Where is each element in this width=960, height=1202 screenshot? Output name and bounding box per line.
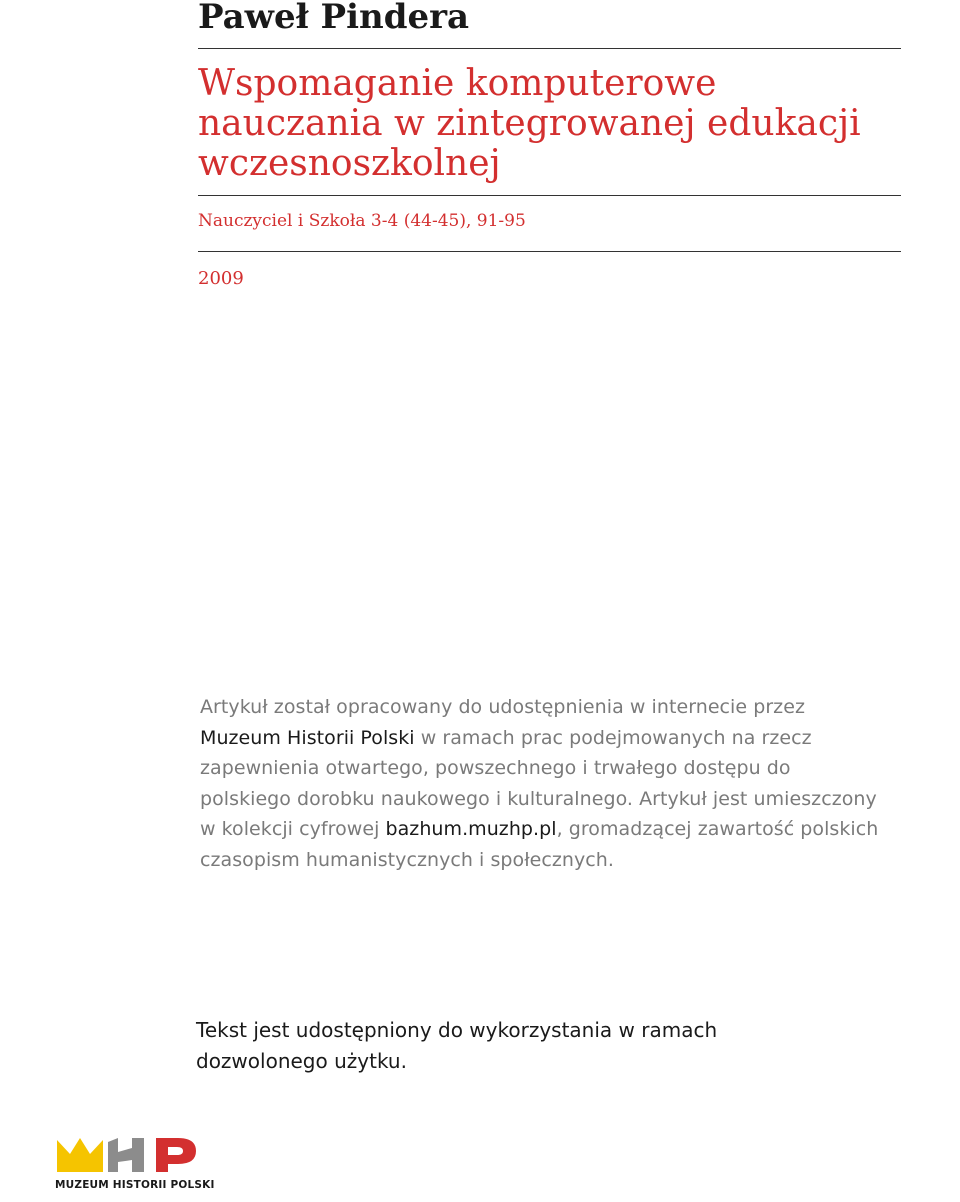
usage-line: Tekst jest udostępniony do wykorzystania w ramach [196, 1018, 718, 1042]
notice-text: , gromadzącej zawartość polskich [556, 818, 879, 840]
logo-m-shape [57, 1138, 103, 1172]
logo-p-shape [156, 1138, 196, 1172]
article-title-line: Wspomaganie komputerowe [198, 63, 717, 104]
museum-name: Muzeum Historii Polski [200, 726, 415, 749]
divider-top [198, 48, 901, 49]
notice-line [200, 723, 900, 754]
divider-middle [198, 195, 901, 196]
journal-citation: Nauczyciel i Szkoła 3-4 (44-45), 91-95 [198, 211, 526, 231]
divider-bottom [198, 251, 901, 252]
usage-line: dozwolonego użytku. [196, 1049, 407, 1073]
article-title-line: nauczania w zintegrowanej edukacji [198, 103, 861, 144]
notice-line: czasopism humanistycznych i społecznych. [200, 848, 614, 871]
notice-line: zapewnienia otwartego, powszechnego i trwałego dostępu do [200, 757, 791, 779]
article-title [198, 64, 898, 184]
bazhum-link[interactable]: bazhum.muzhp.pl [385, 818, 557, 840]
notice-line: polskiego dorobku naukowego i kulturalnego. Artykuł jest umieszczony [200, 787, 877, 810]
notice-text: w ramach prac podejmowanych na rzecz [414, 726, 812, 749]
notice-text: w kolekcji cyfrowej [200, 818, 386, 840]
logo-caption: MUZEUM HISTORII POLSKI [55, 1179, 215, 1191]
availability-notice [200, 692, 900, 875]
logo-h-shape [108, 1138, 144, 1172]
usage-notice [196, 1015, 816, 1077]
notice-line [200, 814, 900, 845]
publication-year: 2009 [198, 268, 244, 289]
author-name: Paweł Pindera [198, 0, 470, 37]
notice-line: Artykuł został opracowany do udostępnienia w internecie przez [200, 696, 805, 718]
article-title-line: wczesnoszkolnej [198, 143, 501, 184]
